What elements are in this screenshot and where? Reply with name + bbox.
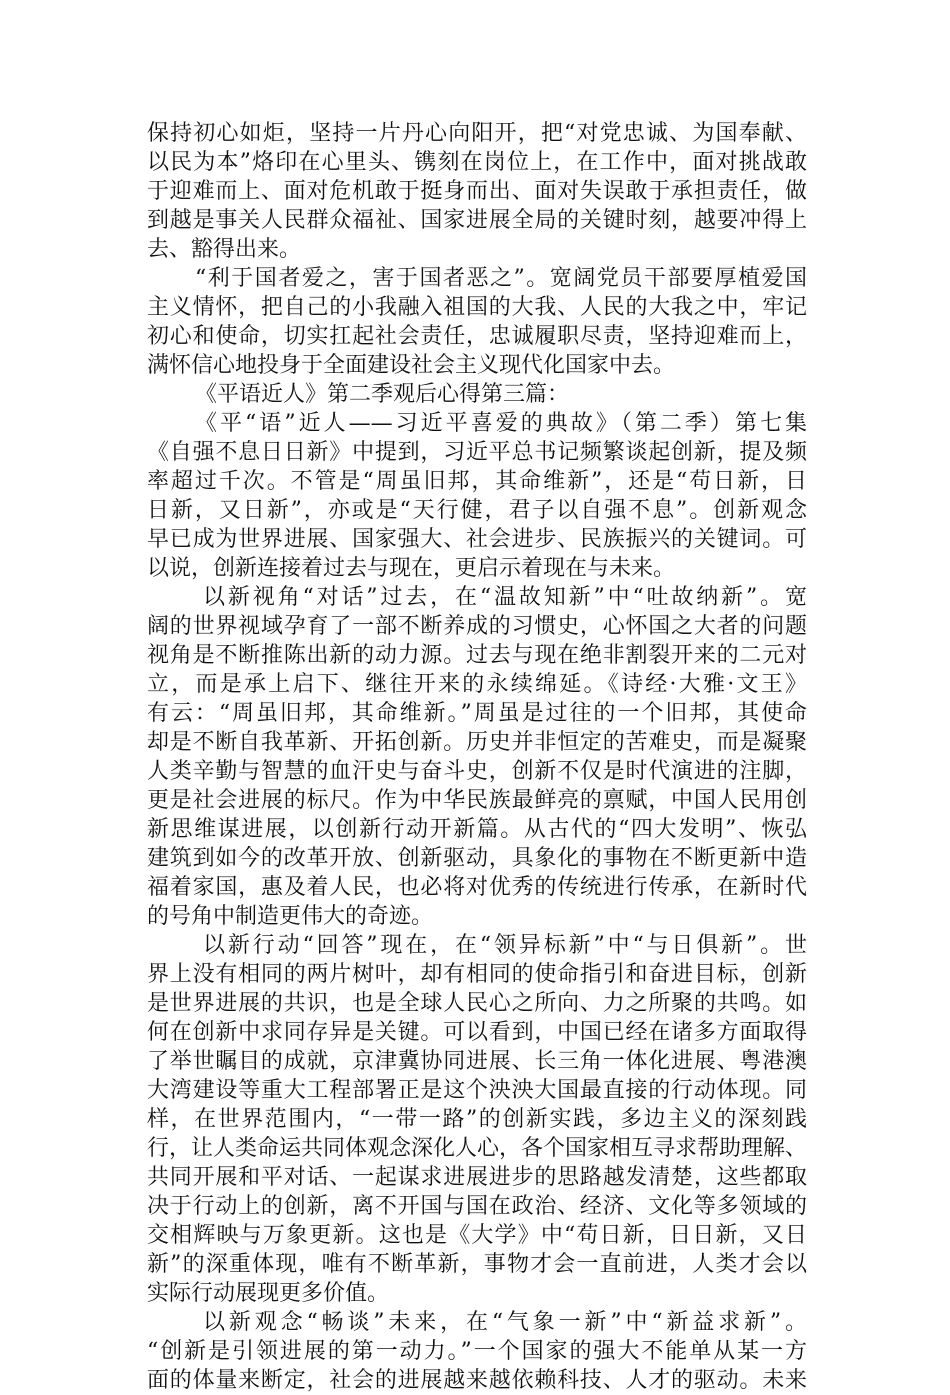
- text-line: 新”的深重体现，唯有不断革新，事物才会一直前进，人类才会以: [147, 1252, 807, 1277]
- text-line: 的号角中制造更伟大的奇迹。: [147, 904, 434, 929]
- text-line: 有云：“周虽旧邦，其命维新。”周虽是过往的一个旧邦，其使命: [147, 701, 807, 726]
- text-line: 交相辉映与万象更新。这也是《大学》中“苟日新，日日新，又日: [147, 1223, 807, 1248]
- text-line: 早已成为世界进展、国家强大、社会进步、民族振兴的关键词。可: [147, 527, 807, 552]
- text-line: 保持初心如炬，坚持一片丹心向阳开，把“对党忠诚、为国奉献、: [147, 121, 807, 146]
- paragraph-start-line: “利于国者爱之，害于国者恶之”。宽阔党员干部要厚植爱国: [195, 266, 807, 291]
- text-line: 更是社会进展的标尺。作为中华民族最鲜亮的禀赋，中国人民用创: [147, 788, 807, 813]
- text-line: 何在创新中求同存异是关键。可以看到，中国已经在诸多方面取得: [147, 1020, 807, 1045]
- text-line: 阔的世界视域孕育了一部不断养成的习惯史，心怀国之大者的问题: [147, 614, 807, 639]
- paragraph-start-line: 以新观念“畅谈”未来，在“气象一新”中“新益求新”。: [203, 1310, 807, 1335]
- text-line: 视角是不断推陈出新的动力源。过去与现在绝非割裂开来的二元对: [147, 643, 807, 668]
- text-line: 共同开展和平对话、一起谋求进展进步的思路越发清楚，这些都取: [147, 1165, 807, 1190]
- text-line: 以民为本”烙印在心里头、镌刻在岗位上，在工作中，面对挑战敢: [147, 150, 807, 175]
- text-line: 日新，又日新”，亦或是“天行健，君子以自强不息”。创新观念: [147, 498, 807, 523]
- document-body: [147, 119, 807, 1395]
- text-line: 决于行动上的创新，离不开国与国在政治、经济、文化等多领域的: [147, 1194, 807, 1219]
- text-line: 率超过千次。不管是“周虽旧邦，其命维新”，还是“苟日新，日: [147, 469, 807, 494]
- text-line: 以说，创新连接着过去与现在，更启示着现在与未来。: [147, 556, 676, 581]
- text-line: 实际行动展现更多价值。: [147, 1281, 390, 1306]
- text-line: 福着家国，惠及着人民，也必将对优秀的传统进行传承，在新时代: [147, 875, 807, 900]
- text-line: 到越是事关人民群众福祉、国家进展全局的关键时刻，越要冲得上: [147, 208, 807, 233]
- text-line: 去、豁得出来。: [147, 237, 302, 262]
- section-heading: 《平语近人》第二季观后心得第三篇：: [195, 382, 570, 407]
- text-line: 大湾建设等重大工程部署正是这个泱泱大国最直接的行动体现。同: [147, 1078, 807, 1103]
- text-line: 界上没有相同的两片树叶，却有相同的使命指引和奋进目标，创新: [147, 962, 807, 987]
- paragraph-start-line: 以新行动“回答”现在，在“领异标新”中“与日俱新”。世: [203, 933, 807, 958]
- text-line: 满怀信心地投身于全面建设社会主义现代化国家中去。: [147, 353, 676, 378]
- text-line: 行，让人类命运共同体观念深化人心，各个国家相互寻求帮助理解、: [147, 1136, 808, 1161]
- text-line: 新思维谋进展，以创新行动开新篇。从古代的“四大发明”、恢弘: [147, 817, 807, 842]
- text-line: 初心和使命，切实扛起社会责任，忠诚履职尽责，坚持迎难而上，: [147, 324, 807, 349]
- text-line: 样，在世界范围内，“一带一路”的创新实践，多边主义的深刻践: [147, 1107, 807, 1132]
- text-line: 面的体量来断定，社会的进展越来越依赖科技、人才的驱动。未来: [147, 1368, 807, 1393]
- text-line: 立，而是承上启下、继往开来的永续绵延。《诗经·大雅·文王》: [147, 672, 807, 697]
- text-line: 《自强不息日日新》中提到，习近平总书记频繁谈起创新，提及频: [147, 440, 807, 465]
- text-line: “创新是引领进展的第一动力。”一个国家的强大不能单从某一方: [147, 1339, 807, 1364]
- text-line: 于迎难而上、面对危机敢于挺身而出、面对失误敢于承担责任，做: [147, 179, 807, 204]
- text-line: 是世界进展的共识，也是全球人民心之所向、力之所聚的共鸣。如: [147, 991, 807, 1016]
- paragraph-start-line: 《平“语”近人——习近平喜爱的典故》（第二季）第七集: [195, 411, 807, 436]
- text-line: 主义情怀，把自己的小我融入祖国的大我、人民的大我之中，牢记: [147, 295, 807, 320]
- text-line: 建筑到如今的改革开放、创新驱动，具象化的事物在不断更新中造: [147, 846, 807, 871]
- text-line: 了举世瞩目的成就，京津冀协同进展、长三角一体化进展、粤港澳: [147, 1049, 807, 1074]
- paragraph-start-line: 以新视角“对话”过去，在“温故知新”中“吐故纳新”。宽: [203, 585, 807, 610]
- text-line: 却是不断自我革新、开拓创新。历史并非恒定的苦难史，而是凝聚: [147, 730, 807, 755]
- text-line: 人类辛勤与智慧的血汗史与奋斗史，创新不仅是时代演进的注脚，: [147, 759, 807, 784]
